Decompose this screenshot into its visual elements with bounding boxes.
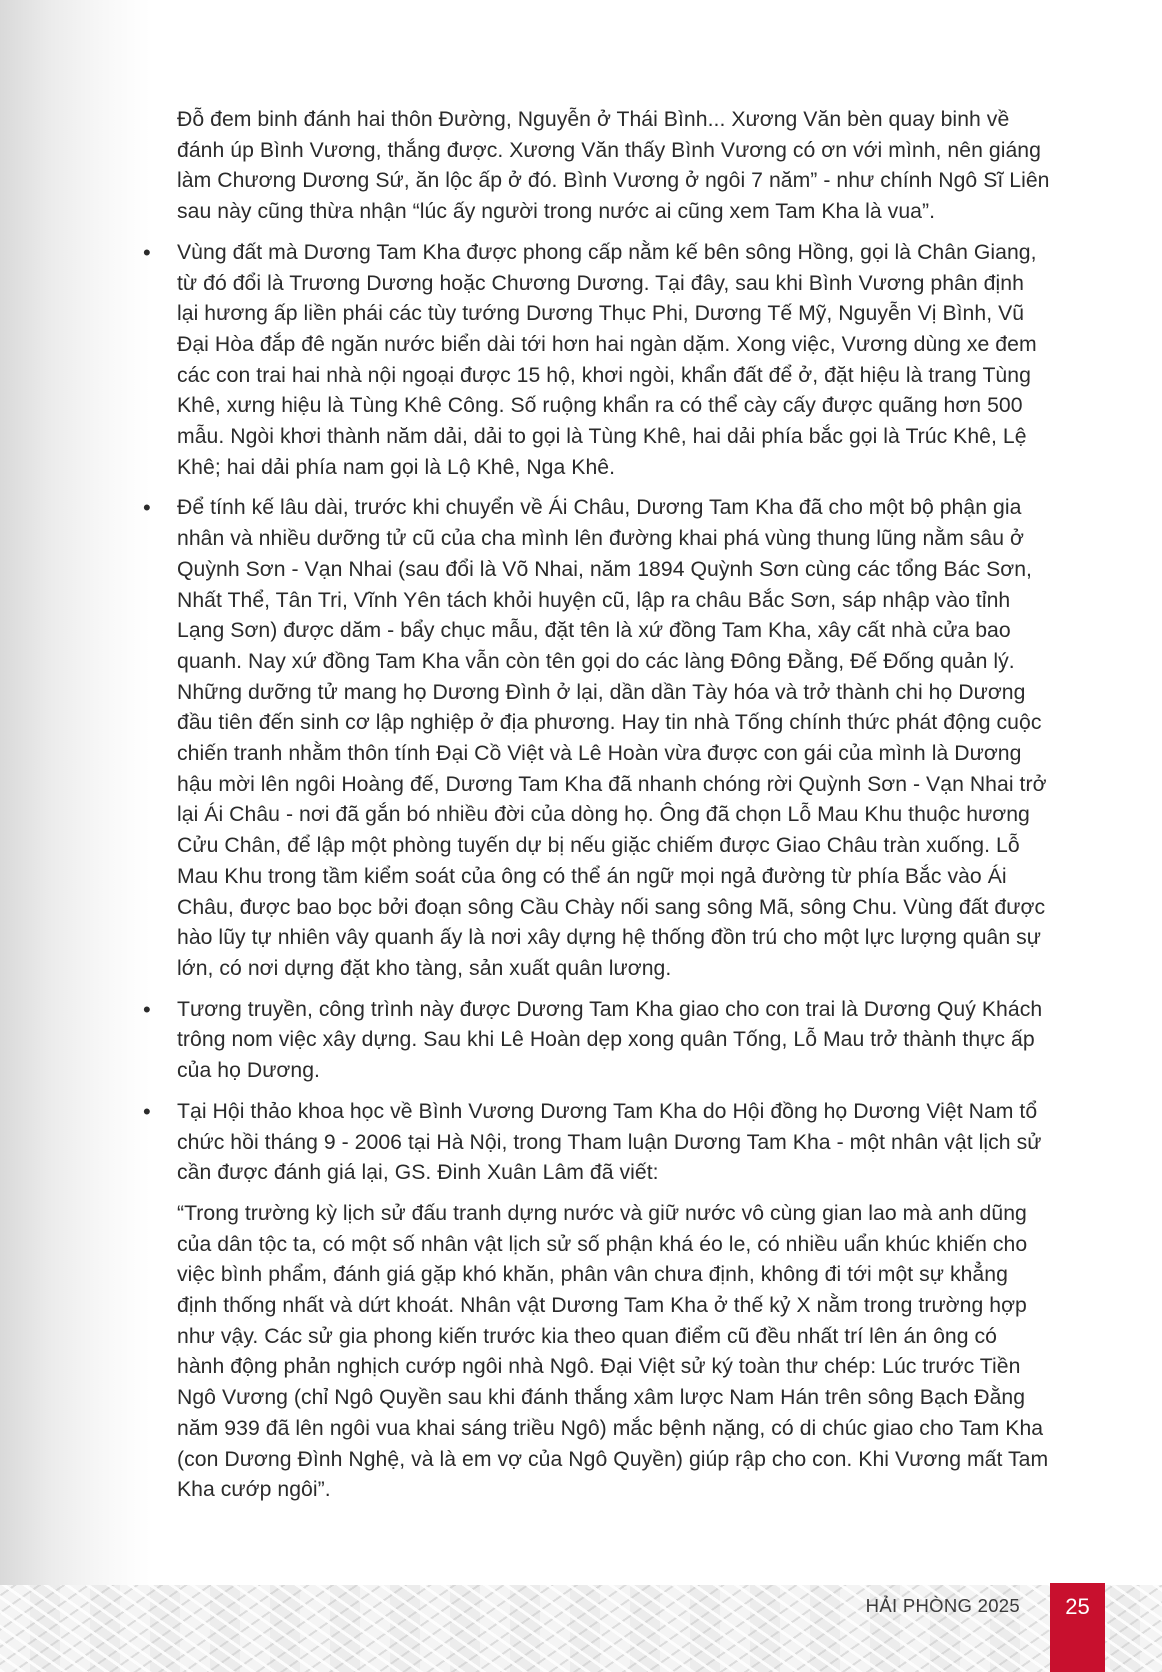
bullet-item <box>143 1097 1050 1189</box>
bullet-text: Tại Hội thảo khoa học về Bình Vương Dương Tam Kha do Hội đồng họ Dương Việt Nam tổ chức hồi tháng 9 - 2006 tại Hà Nội, trong Tham luận Dương Tam Kha - một nhân vật lịch sử cần được đánh giá lại, GS. Đinh Xuân Lâm đã viết: <box>177 1099 1042 1185</box>
body-text <box>143 105 1050 1506</box>
bullet-icon: • <box>143 1098 151 1124</box>
paragraph-continued: Đỗ đem binh đánh hai thôn Đường, Nguyễn ở Thái Bình... Xương Văn bèn quay binh về đánh úp Bình Vương, thắng được. Xương Văn thấy Bình Vương có ơn với mình, nên giáng làm Chương Dương Sứ, ăn lộc ấp ở đó. Bình Vương ở ngôi 7 năm” - như chính Ngô Sĩ Liên sau này cũng thừa nhận “lúc ấy người trong nước ai cũng xem Tam Kha là vua”. <box>177 108 1050 224</box>
left-margin-shading <box>0 0 150 1672</box>
bullet-icon: • <box>143 239 151 265</box>
bullet-item <box>143 995 1050 1087</box>
bullet-icon: • <box>143 996 151 1022</box>
footer-publication-label: HẢI PHÒNG 2025 <box>865 1595 1020 1616</box>
bullet-icon: • <box>143 495 151 521</box>
bullet-item <box>143 493 1050 984</box>
page-number-box <box>1050 1583 1105 1672</box>
bullet-text: Vùng đất mà Dương Tam Kha được phong cấp nằm kế bên sông Hồng, gọi là Chân Giang, từ đó đổi là Trương Dương hoặc Chương Dương. Tại đây, sau khi Bình Vương phân định lại hương ấp liền phái các tùy tướng Dương Thục Phi, Dương Tế Mỹ, Nguyễn Vị Bình, Vũ Đại Hòa đắp đê ngăn nước biển dài tới hơn hai ngàn dặm. Xong việc, Vương dùng xe đem các con trai hai nhà nội ngoại được 15 hộ, khơi ngòi, khẩn đất để ở, đặt hiệu là trang Tùng Khê, xưng hiệu là Tùng Khê Công. Số ruộng khẩn ra có thể cày cấy được quãng hơn 500 mẫu. Ngòi khơi thành năm dải, dải to gọi là Tùng Khê, hai dải phía bắc gọi là Trúc Khê, Lệ Khê; hai dải phía nam gọi là Lộ Khê, Nga Khê. <box>177 240 1037 479</box>
page-number: 25 <box>1065 1594 1090 1619</box>
bullet-text: Tương truyền, công trình này được Dương Tam Kha giao cho con trai là Dương Quý Khách trông nom việc xây dựng. Sau khi Lê Hoàn dẹp xong quân Tống, Lỗ Mau trở thành thực ấp của họ Dương. <box>177 997 1043 1083</box>
bullet-item <box>143 238 1050 484</box>
block-quote: “Trong trường kỳ lịch sử đấu tranh dựng nước và giữ nước vô cùng gian lao mà anh dũng của dân tộc ta, có một số nhân vật lịch sử số phận khá éo le, có nhiều uẩn khúc khiến cho việc bình phẩm, đánh giá gặp khó khăn, phân vân chưa định, không đi tới một sự khẳng định thống nhất và dứt khoát. Nhân vật Dương Tam Kha ở thế kỷ X nằm trong trường hợp như vậy. Các sử gia phong kiến trước kia theo quan điểm cũ đều nhất trí lên án ông có hành động phản nghịch cướp ngôi nhà Ngô. Đại Việt sử ký toàn thư chép: Lúc trước Tiền Ngô Vương (chỉ Ngô Quyền sau khi đánh thắng xâm lược Nam Hán trên sông Bạch Đằng năm 939 đã lên ngôi vua khai sáng triều Ngô) mắc bệnh nặng, có di chúc giao cho Tam Kha (con Dương Đình Nghệ, và là em vợ của Ngô Quyền) giúp rập cho con. Khi Vương mất Tam Kha cướp ngôi”. <box>177 1201 1049 1502</box>
bullet-text: Để tính kế lâu dài, trước khi chuyển về Ái Châu, Dương Tam Kha đã cho một bộ phận gia nhân và nhiều dưỡng tử cũ của cha mình lên đường khai phá vùng thung lũng nằm sâu ở Quỳnh Sơn - Vạn Nhai (sau đổi là Võ Nhai, năm 1894 Quỳnh Sơn cùng các tổng Bác Sơn, Nhất Thể, Tân Tri, Vĩnh Yên tách khỏi huyện cũ, lập ra châu Bắc Sơn, sáp nhập vào tỉnh Lạng Sơn) được dăm - bẩy chục mẫu, đặt tên là xứ đồng Tam Kha, xây cất nhà cửa bao quanh. Nay xứ đồng Tam Kha vẫn còn tên gọi do các làng Đông Đằng, Đế Đống quản lý. Những dưỡng tử mang họ Dương Đình ở lại, dần dần Tày hóa và trở thành chi họ Dương đầu tiên đến sinh cơ lập nghiệp ở địa phương. Hay tin nhà Tống chính thức phát động cuộc chiến tranh nhằm thôn tính Đại Cồ Việt và Lê Hoàn vừa được con gái của mình là Dương hậu mời lên ngôi Hoàng đế, Dương Tam Kha đã nhanh chóng rời Quỳnh Sơn - Vạn Nhai trở lại Ái Châu - nơi đã gắn bó nhiều đời của dòng họ. Ông đã chọn Lỗ Mau Khu thuộc hương Cửu Chân, để lập một phòng tuyến dự bị nếu giặc chiếm được Giao Châu tràn xuống. Lỗ Mau Khu trong tầm kiểm soát của ông có thể án ngữ mọi ngả đường từ phía Bắc vào Ái Châu, được bao bọc bởi đoạn sông Cầu Chày nối sang sông Mã, sông Chu. Vùng đất được hào lũy tự nhiên vây quanh ấy là nơi xây dựng hệ thống đồn trú cho một lực lượng quân sự lớn, có nơi dựng đặt kho tàng, sản xuất quân lương. <box>177 496 1047 980</box>
